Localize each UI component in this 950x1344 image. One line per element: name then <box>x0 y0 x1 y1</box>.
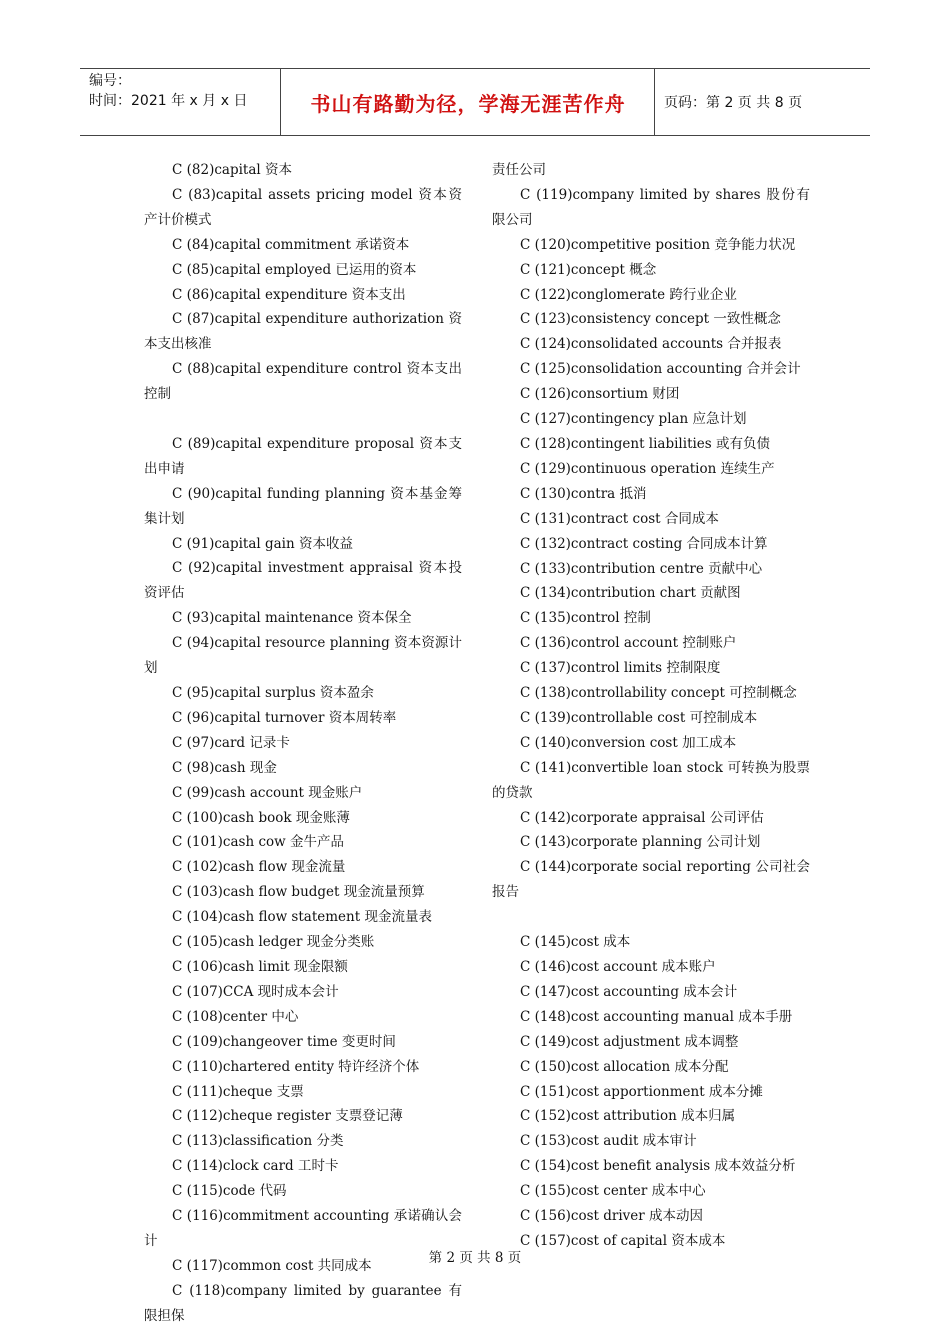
glossary-entry: C (132)contract costing 合同成本计算 <box>520 535 768 552</box>
glossary-entry: C (137)control limits 控制限度 <box>520 660 721 677</box>
glossary-entry: C (82)capital 资本 <box>172 162 292 178</box>
glossary-entry: C (95)capital surplus 资本盈余 <box>172 685 374 702</box>
glossary-entry: C (84)capital commitment 承诺资本 <box>172 236 410 253</box>
glossary-entry: C (140)conversion cost 加工成本 <box>520 734 737 751</box>
glossary-entry: C (104)cash flow statement 现金流量表 <box>172 909 432 926</box>
glossary-entry: C (88)capital expenditure control 资本支出控制 <box>144 361 462 403</box>
glossary-entry: C (142)corporate appraisal 公司评估 <box>520 809 764 826</box>
glossary-entry: C (145)cost 成本 <box>520 934 631 951</box>
glossary-entry: C (100)cash book 现金账薄 <box>172 809 350 826</box>
glossary-entry: C (134)contribution chart 贡献图 <box>520 585 741 602</box>
glossary-entry: C (129)continuous operation 连续生产 <box>520 460 775 477</box>
document-time-label: 时间：2021 年 x 月 x 日 <box>89 93 248 109</box>
glossary-entry: C (83)capital assets pricing model 资本资产计价模式 <box>144 186 462 228</box>
glossary-entry: C (118)company limited by guarantee 有限担保 <box>144 1282 462 1324</box>
glossary-entry: C (106)cash limit 现金限额 <box>172 958 348 975</box>
document-number-label: 编号： <box>89 73 131 89</box>
glossary-entry: C (90)capital funding planning 资本基金筹集计划 <box>144 485 462 527</box>
glossary-entry: C (117)common cost 共同成本 <box>172 1257 372 1274</box>
glossary-entry: C (130)contra 抵消 <box>520 485 647 502</box>
glossary-entry: C (144)corporate social reporting 公司社会报告 <box>492 859 810 901</box>
glossary-entry: C (85)capital employed 已运用的资本 <box>172 261 417 278</box>
glossary-entry: C (157)cost of capital 资本成本 <box>520 1232 726 1249</box>
glossary-left-column <box>144 158 462 1329</box>
glossary-entry: C (102)cash flow 现金流量 <box>172 859 346 876</box>
glossary-entry: C (147)cost accounting 成本会计 <box>520 983 738 1000</box>
glossary-entry: C (110)chartered entity 特许经济个体 <box>172 1058 420 1075</box>
glossary-entry: C (146)cost account 成本账户 <box>520 958 716 975</box>
glossary-entry: C (87)capital expenditure authorization 资本支出核准 <box>144 311 462 353</box>
glossary-entry: C (141)convertible loan stock 可转换为股票的贷款 <box>492 759 810 801</box>
glossary-entry: C (123)consistency concept 一致性概念 <box>520 311 781 328</box>
glossary-entry: C (150)cost allocation 成本分配 <box>520 1058 729 1075</box>
glossary-entry: C (138)controllability concept 可控制概念 <box>520 685 797 702</box>
glossary-entry: C (124)consolidated accounts 合并报表 <box>520 336 782 353</box>
glossary-entry: C (115)code 代码 <box>172 1183 287 1200</box>
glossary-entry: C (156)cost driver 成本动因 <box>520 1208 704 1225</box>
glossary-entry: C (120)competitive position 竞争能力状况 <box>520 236 796 253</box>
glossary-entry: C (148)cost accounting manual 成本手册 <box>520 1008 793 1025</box>
glossary-entry: C (155)cost center 成本中心 <box>520 1183 706 1200</box>
glossary-entry: C (152)cost attribution 成本归属 <box>520 1108 736 1125</box>
page-footer: 第 2 页 共 8 页 <box>428 1250 522 1266</box>
header-page-info: 页码：第 2 页 共 8 页 <box>664 95 803 111</box>
glossary-entry: C (119)company limited by shares 股份有限公司 <box>492 186 810 228</box>
page-header <box>80 68 870 136</box>
glossary-right-column <box>492 158 810 1254</box>
glossary-entry: C (126)consortium 财团 <box>520 386 680 403</box>
glossary-entry: C (99)cash account 现金账户 <box>172 784 363 801</box>
header-motto: 书山有路勤为径，学海无涯苦作舟 <box>282 69 655 135</box>
glossary-entry: C (135)control 控制 <box>520 610 651 627</box>
glossary-entry: C (92)capital investment appraisal 资本投资评估 <box>144 560 462 602</box>
glossary-entry: C (154)cost benefit analysis 成本效益分析 <box>520 1158 796 1175</box>
glossary-entry: C (89)capital expenditure proposal 资本支出申请 <box>144 435 462 477</box>
glossary-entry: C (122)conglomerate 跨行业企业 <box>520 286 737 303</box>
glossary-entry: C (116)commitment accounting 承诺确认会计 <box>144 1208 462 1249</box>
glossary-entry: C (136)control account 控制账户 <box>520 635 737 652</box>
glossary-entry: C (98)cash 现金 <box>172 759 277 776</box>
entry-continuation: 责任公司 <box>492 162 546 178</box>
glossary-entry: C (133)contribution centre 贡献中心 <box>520 560 763 577</box>
glossary-entry: C (105)cash ledger 现金分类账 <box>172 934 375 951</box>
glossary-entry: C (109)changeover time 变更时间 <box>172 1033 396 1050</box>
glossary-entry: C (113)classification 分类 <box>172 1133 344 1150</box>
glossary-entry: C (93)capital maintenance 资本保全 <box>172 610 412 627</box>
glossary-entry: C (125)consolidation accounting 合并会计 <box>520 361 801 378</box>
glossary-entry: C (112)cheque register 支票登记薄 <box>172 1108 403 1125</box>
glossary-entry: C (127)contingency plan 应急计划 <box>520 411 747 428</box>
glossary-entry: C (143)corporate planning 公司计划 <box>520 834 761 851</box>
glossary-entry: C (121)concept 概念 <box>520 261 657 278</box>
glossary-entry: C (149)cost adjustment 成本调整 <box>520 1033 739 1050</box>
glossary-entry: C (107)CCA 现时成本会计 <box>172 983 339 1000</box>
glossary-entry: C (131)contract cost 合同成本 <box>520 510 719 527</box>
glossary-entry: C (94)capital resource planning 资本资源计划 <box>144 635 462 677</box>
glossary-entry: C (103)cash flow budget 现金流量预算 <box>172 884 425 901</box>
header-meta <box>80 69 281 135</box>
glossary-entry: C (101)cash cow 金牛产品 <box>172 834 344 851</box>
glossary-entry: C (86)capital expenditure 资本支出 <box>172 286 406 303</box>
glossary-entry: C (96)capital turnover 资本周转率 <box>172 709 397 726</box>
glossary-entry: C (128)contingent liabilities 或有负债 <box>520 435 771 452</box>
glossary-entry: C (108)center 中心 <box>172 1008 299 1025</box>
glossary-entry: C (114)clock card 工时卡 <box>172 1158 339 1175</box>
glossary-entry: C (111)cheque 支票 <box>172 1083 304 1100</box>
glossary-entry: C (139)controllable cost 可控制成本 <box>520 709 758 726</box>
glossary-entry: C (91)capital gain 资本收益 <box>172 535 353 552</box>
glossary-entry: C (151)cost apportionment 成本分摊 <box>520 1083 763 1100</box>
glossary-entry: C (153)cost audit 成本审计 <box>520 1133 697 1150</box>
glossary-entry: C (97)card 记录卡 <box>172 734 290 751</box>
